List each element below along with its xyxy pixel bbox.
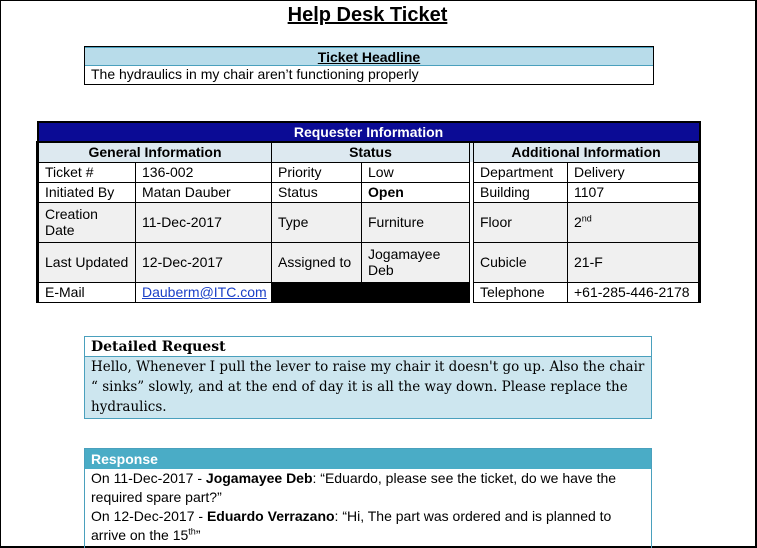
email-link[interactable]: Dauberm@ITC.com (142, 284, 267, 300)
response-body (85, 469, 651, 545)
department-value: Delivery (568, 162, 700, 182)
department-label: Department (474, 162, 568, 182)
detailed-request-header: Detailed Request (85, 337, 651, 357)
priority-value: Low (362, 162, 470, 182)
building-label: Building (474, 182, 568, 202)
initiated-by-value: Matan Dauber (136, 182, 272, 202)
telephone-value: +61-285-446-2178 (568, 282, 700, 302)
requester-information-header: Requester Information (38, 122, 700, 142)
redacted-block (272, 282, 470, 302)
type-label: Type (272, 202, 362, 242)
response-ordinal-suffix: th (188, 526, 196, 537)
assigned-to-value: Jogamayee Deb (362, 242, 470, 282)
response-box (84, 448, 652, 548)
type-value: Furniture (362, 202, 470, 242)
detailed-request-box (84, 336, 652, 419)
ticket-headline-text: The hydraulics in my chair aren’t functioning properly (91, 66, 419, 82)
creation-date-label: Creation Date (38, 202, 136, 242)
additional-information-header: Additional Information (474, 142, 700, 162)
response-entry (91, 469, 645, 507)
floor-label: Floor (474, 202, 568, 242)
priority-label: Priority (272, 162, 362, 182)
telephone-label: Telephone (474, 282, 568, 302)
cubicle-value: 21-F (568, 242, 700, 282)
last-updated-value: 12-Dec-2017 (136, 242, 272, 282)
status-value: Open (362, 182, 470, 202)
response-text: : “Eduardo, please see the ticket, do we have the required spare part?” (91, 470, 617, 505)
response-text-end: ” (195, 527, 201, 543)
assigned-to-label: Assigned to (272, 242, 362, 282)
ticket-number-value: 136-002 (136, 162, 272, 182)
ticket-headline-header: Ticket Headline (85, 47, 653, 66)
initiated-by-label: Initiated By (38, 182, 136, 202)
ticket-number-label: Ticket # (38, 162, 136, 182)
status-header: Status (272, 142, 470, 162)
general-information-header: General Information (38, 142, 272, 162)
creation-date-value: 11-Dec-2017 (136, 202, 272, 242)
cubicle-label: Cubicle (474, 242, 568, 282)
floor-suffix: nd (581, 213, 592, 224)
response-header: Response (85, 449, 651, 469)
response-author: Eduardo Verrazano (206, 508, 335, 524)
last-updated-label: Last Updated (38, 242, 136, 282)
response-date: On 12-Dec-2017 - (91, 508, 207, 524)
detailed-request-text: Hello, Whenever I pull the lever to raise my chair it doesn't go up. Also the chair “ sinks” slowly, and at the end of day it is all the way down. Please replace the hydraulics. (85, 357, 651, 418)
page-title: Help Desk Ticket (287, 4, 448, 26)
status-label: Status (272, 182, 362, 202)
floor-value (568, 202, 700, 242)
building-value: 1107 (568, 182, 700, 202)
email-label: E-Mail (38, 282, 136, 302)
response-author: Jogamayee Deb (205, 470, 313, 486)
ticket-headline-box (84, 46, 654, 85)
response-entry (91, 507, 645, 545)
response-text: : “Hi, The part was ordered and is planned to arrive on the 15 (91, 508, 612, 543)
floor-number: 2 (574, 214, 582, 230)
response-date: On 11-Dec-2017 - (91, 470, 206, 486)
requester-information-table (36, 121, 701, 303)
email-value-cell (136, 282, 272, 302)
